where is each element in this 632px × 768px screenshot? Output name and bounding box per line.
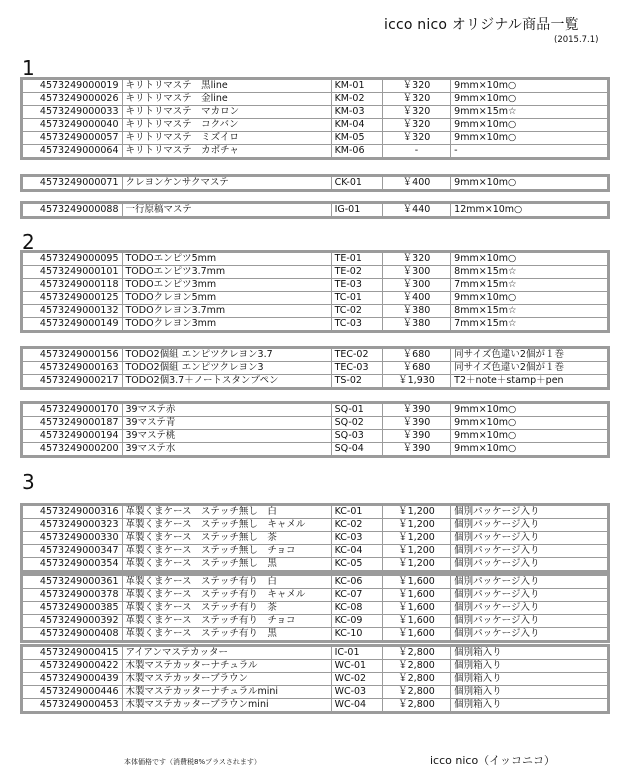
product-code-cell: WC-02 [331,673,382,686]
price-cell: ￥1,200 [382,532,450,545]
jan-code-cell: 4573249000163 [22,362,123,375]
jan-code-cell: 4573249000354 [22,558,123,572]
product-code-cell: KM-04 [331,119,382,132]
jan-code-cell: 4573249000361 [22,575,123,589]
table-row [22,615,609,628]
product-table [20,201,610,219]
spec-cell: 9mm×10m○ [451,93,609,106]
spec-cell: 9mm×10m○ [451,252,609,266]
product-table [20,573,610,643]
product-name-cell: TODO2個組 エンピツクレヨン3.7 [122,348,331,362]
price-cell: ￥2,800 [382,673,450,686]
price-cell: ￥1,600 [382,575,450,589]
page-title: icco nico オリジナル商品一覧 [384,17,579,33]
price-cell: ￥1,200 [382,558,450,572]
price-cell: ￥320 [382,119,450,132]
product-name-cell: 革製くまケース ステッチ無し チョコ [122,545,331,558]
product-code-cell: IG-01 [331,203,382,218]
product-name-cell: TODOクレヨン3.7mm [122,305,331,318]
table-row [22,252,609,266]
table-row [22,375,609,389]
jan-code-cell: 4573249000088 [22,203,123,218]
jan-code-cell: 4573249000187 [22,417,123,430]
jan-code-cell: 4573249000101 [22,266,123,279]
price-cell: ￥1,200 [382,505,450,519]
table-row [22,417,609,430]
price-cell: ￥400 [382,176,450,191]
table-row [22,93,609,106]
product-name-cell: 革製くまケース ステッチ無し 白 [122,505,331,519]
table-row [22,279,609,292]
brand-name: icco nico（イッコニコ） [430,754,555,767]
table-row [22,589,609,602]
table-row [22,348,609,362]
product-name-cell: TODOエンピツ5mm [122,252,331,266]
price-cell: ￥1,600 [382,589,450,602]
product-name-cell: 木製マステカッターブラウンmini [122,699,331,713]
spec-cell: 個別パッケージ入り [451,519,609,532]
price-cell: ￥1,600 [382,628,450,642]
spec-cell: 個別箱入り [451,646,609,660]
jan-code-cell: 4573249000378 [22,589,123,602]
product-name-cell: 革製くまケース ステッチ有り 茶 [122,602,331,615]
product-code-cell: TS-02 [331,375,382,389]
table-row [22,403,609,417]
spec-cell: 9mm×10m○ [451,403,609,417]
product-code-cell: KC-05 [331,558,382,572]
spec-cell: 個別箱入り [451,660,609,673]
price-cell: ￥300 [382,266,450,279]
jan-code-cell: 4573249000019 [22,79,123,93]
product-code-cell: TC-01 [331,292,382,305]
product-code-cell: KC-09 [331,615,382,628]
product-name-cell: 39マステ赤 [122,403,331,417]
spec-cell: 9mm×10m○ [451,430,609,443]
spec-cell: 9mm×10m○ [451,79,609,93]
product-table [20,503,610,573]
product-name-cell: 39マステ桃 [122,430,331,443]
price-cell: - [382,145,450,159]
table-row [22,558,609,572]
spec-cell: 個別パッケージ入り [451,589,609,602]
table-row [22,145,609,159]
price-cell: ￥380 [382,305,450,318]
spec-cell: 9mm×10m○ [451,292,609,305]
product-code-cell: TC-03 [331,318,382,332]
product-code-cell: TE-01 [331,252,382,266]
product-name-cell: アイアンマステカッター [122,646,331,660]
spec-cell: 9mm×10m○ [451,119,609,132]
spec-cell: 12mm×10m○ [451,203,609,218]
spec-cell: 同サイズ色違い2個が１巻 [451,362,609,375]
spec-cell: T2＋note＋stamp＋pen [451,375,609,389]
price-cell: ￥680 [382,362,450,375]
jan-code-cell: 4573249000026 [22,93,123,106]
product-name-cell: 革製くまケース ステッチ有り 黒 [122,628,331,642]
product-name-cell: TODO2個組 エンピツクレヨン3 [122,362,331,375]
table-row [22,443,609,457]
product-name-cell: 39マステ水 [122,443,331,457]
jan-code-cell: 4573249000170 [22,403,123,417]
jan-code-cell: 4573249000200 [22,443,123,457]
table-row [22,305,609,318]
product-code-cell: KC-01 [331,505,382,519]
table-row [22,532,609,545]
table-row [22,545,609,558]
price-cell: ￥680 [382,348,450,362]
table-row [22,266,609,279]
section-1-label: 1 [22,56,35,80]
price-cell: ￥320 [382,252,450,266]
product-name-cell: キリトリマステ マカロン [122,106,331,119]
jan-code-cell: 4573249000392 [22,615,123,628]
product-code-cell: CK-01 [331,176,382,191]
spec-cell: 個別パッケージ入り [451,615,609,628]
table-row [22,79,609,93]
jan-code-cell: 4573249000446 [22,686,123,699]
product-name-cell: 革製くまケース ステッチ有り 白 [122,575,331,589]
product-name-cell: 革製くまケース ステッチ有り キャメル [122,589,331,602]
table-row [22,602,609,615]
price-cell: ￥380 [382,318,450,332]
spec-cell: - [451,145,609,159]
product-code-cell: KC-08 [331,602,382,615]
spec-cell: 個別箱入り [451,673,609,686]
price-cell: ￥390 [382,417,450,430]
product-table [20,346,610,390]
price-cell: ￥1,200 [382,545,450,558]
jan-code-cell: 4573249000095 [22,252,123,266]
table-row [22,673,609,686]
table-row [22,430,609,443]
spec-cell: 同サイズ色違い2個が１巻 [451,348,609,362]
product-code-cell: WC-03 [331,686,382,699]
jan-code-cell: 4573249000385 [22,602,123,615]
product-code-cell: KC-04 [331,545,382,558]
product-name-cell: 木製マステカッターナチュラル [122,660,331,673]
product-name-cell: キリトリマステ カボチャ [122,145,331,159]
jan-code-cell: 4573249000408 [22,628,123,642]
spec-cell: 9mm×10m○ [451,176,609,191]
product-name-cell: TODO2個3.7＋ノートスタンプペン [122,375,331,389]
jan-code-cell: 4573249000347 [22,545,123,558]
table-row [22,505,609,519]
product-code-cell: KC-06 [331,575,382,589]
product-name-cell: 39マステ青 [122,417,331,430]
product-code-cell: WC-01 [331,660,382,673]
jan-code-cell: 4573249000057 [22,132,123,145]
jan-code-cell: 4573249000132 [22,305,123,318]
spec-cell: 9mm×10m○ [451,443,609,457]
product-table [20,250,610,333]
spec-cell: 個別パッケージ入り [451,532,609,545]
product-code-cell: KC-10 [331,628,382,642]
spec-cell: 個別箱入り [451,686,609,699]
product-code-cell: SQ-02 [331,417,382,430]
product-name-cell: TODOエンピツ3.7mm [122,266,331,279]
spec-cell: 個別パッケージ入り [451,575,609,589]
price-cell: ￥320 [382,106,450,119]
table-row [22,362,609,375]
product-name-cell: 革製くまケース ステッチ無し キャメル [122,519,331,532]
section-3-label: 3 [22,470,35,494]
product-code-cell: KC-07 [331,589,382,602]
product-code-cell: TEC-02 [331,348,382,362]
table-row [22,292,609,305]
table-row [22,660,609,673]
spec-cell: 8mm×15m☆ [451,266,609,279]
jan-code-cell: 4573249000071 [22,176,123,191]
table-row [22,203,609,218]
product-code-cell: IC-01 [331,646,382,660]
table-row [22,646,609,660]
jan-code-cell: 4573249000064 [22,145,123,159]
tax-note: 本体価格です（消費税8%プラスされます） [124,758,261,766]
table-row [22,575,609,589]
jan-code-cell: 4573249000194 [22,430,123,443]
product-name-cell: TODOエンピツ3mm [122,279,331,292]
spec-cell: 個別パッケージ入り [451,545,609,558]
table-row [22,519,609,532]
table-row [22,106,609,119]
price-cell: ￥1,600 [382,602,450,615]
jan-code-cell: 4573249000040 [22,119,123,132]
product-name-cell: 木製マステカッターブラウン [122,673,331,686]
price-cell: ￥2,800 [382,686,450,699]
spec-cell: 7mm×15m☆ [451,318,609,332]
product-name-cell: 木製マステカッターナチュラルmini [122,686,331,699]
price-cell: ￥1,930 [382,375,450,389]
table-row [22,318,609,332]
price-cell: ￥1,600 [382,615,450,628]
jan-code-cell: 4573249000217 [22,375,123,389]
product-name-cell: キリトリマステ コクバン [122,119,331,132]
product-name-cell: TODOクレヨン5mm [122,292,331,305]
product-name-cell: キリトリマステ ミズイロ [122,132,331,145]
spec-cell: 個別箱入り [451,699,609,713]
price-cell: ￥440 [382,203,450,218]
jan-code-cell: 4573249000316 [22,505,123,519]
product-code-cell: SQ-03 [331,430,382,443]
product-name-cell: クレヨンケンサクマステ [122,176,331,191]
spec-cell: 個別パッケージ入り [451,628,609,642]
product-name-cell: キリトリマステ 黒line [122,79,331,93]
product-code-cell: KM-06 [331,145,382,159]
price-cell: ￥390 [382,430,450,443]
price-cell: ￥2,800 [382,699,450,713]
product-table [20,174,610,192]
spec-cell: 7mm×15m☆ [451,279,609,292]
product-name-cell: キリトリマステ 金line [122,93,331,106]
product-name-cell: 革製くまケース ステッチ無し 茶 [122,532,331,545]
product-code-cell: TE-03 [331,279,382,292]
section-2-label: 2 [22,230,35,254]
jan-code-cell: 4573249000453 [22,699,123,713]
product-code-cell: TC-02 [331,305,382,318]
spec-cell: 9mm×15m☆ [451,106,609,119]
price-cell: ￥2,800 [382,646,450,660]
product-code-cell: KM-05 [331,132,382,145]
product-code-cell: KC-03 [331,532,382,545]
jan-code-cell: 4573249000415 [22,646,123,660]
price-cell: ￥400 [382,292,450,305]
jan-code-cell: 4573249000422 [22,660,123,673]
spec-cell: 8mm×15m☆ [451,305,609,318]
product-code-cell: KM-03 [331,106,382,119]
product-table [20,644,610,714]
table-row [22,686,609,699]
price-cell: ￥390 [382,443,450,457]
product-name-cell: 革製くまケース ステッチ無し 黒 [122,558,331,572]
price-cell: ￥390 [382,403,450,417]
document-date: (2015.7.1) [554,35,599,45]
product-code-cell: SQ-01 [331,403,382,417]
jan-code-cell: 4573249000439 [22,673,123,686]
table-row [22,699,609,713]
spec-cell: 9mm×10m○ [451,132,609,145]
price-cell: ￥320 [382,132,450,145]
product-code-cell: WC-04 [331,699,382,713]
table-row [22,119,609,132]
product-code-cell: KM-02 [331,93,382,106]
spec-cell: 個別パッケージ入り [451,558,609,572]
price-cell: ￥320 [382,79,450,93]
price-cell: ￥2,800 [382,660,450,673]
table-row [22,132,609,145]
product-table [20,77,610,160]
product-name-cell: 革製くまケース ステッチ有り チョコ [122,615,331,628]
product-code-cell: KM-01 [331,79,382,93]
product-code-cell: TE-02 [331,266,382,279]
product-name-cell: TODOクレヨン3mm [122,318,331,332]
jan-code-cell: 4573249000118 [22,279,123,292]
jan-code-cell: 4573249000323 [22,519,123,532]
table-row [22,176,609,191]
jan-code-cell: 4573249000156 [22,348,123,362]
product-name-cell: 一行原稿マステ [122,203,331,218]
price-cell: ￥1,200 [382,519,450,532]
spec-cell: 個別パッケージ入り [451,602,609,615]
jan-code-cell: 4573249000033 [22,106,123,119]
product-table [20,401,610,458]
price-cell: ￥300 [382,279,450,292]
product-code-cell: SQ-04 [331,443,382,457]
jan-code-cell: 4573249000149 [22,318,123,332]
spec-cell: 9mm×10m○ [451,417,609,430]
product-code-cell: KC-02 [331,519,382,532]
spec-cell: 個別パッケージ入り [451,505,609,519]
jan-code-cell: 4573249000330 [22,532,123,545]
jan-code-cell: 4573249000125 [22,292,123,305]
product-code-cell: TEC-03 [331,362,382,375]
price-cell: ￥320 [382,93,450,106]
table-row [22,628,609,642]
